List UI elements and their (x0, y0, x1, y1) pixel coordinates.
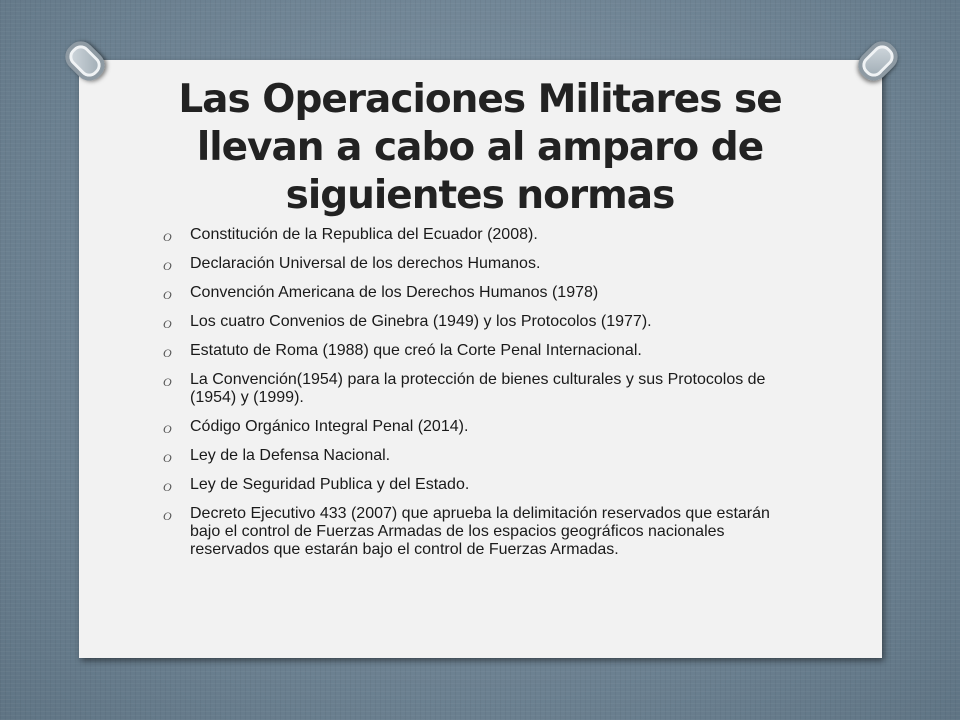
bullet-marker: O (163, 509, 172, 523)
bullet-text: Decreto Ejecutivo 433 (2007) que aprueba la delimitación reservados que estarán bajo el control de Fuerzas Armadas de los espacios geográficos nacionales reservados que estarán bajo el control de Fuerzas Armadas. (190, 505, 770, 558)
bullet-marker: O (163, 422, 172, 436)
title-line-3: siguientes normas (285, 173, 675, 218)
bullet-item-seguridad-publica (163, 476, 803, 494)
bullet-text: Ley de la Defensa Nacional. (190, 447, 391, 464)
bullet-marker: O (163, 259, 172, 273)
bullet-text: Código Orgánico Integral Penal (2014). (190, 418, 469, 435)
bullet-marker: O (163, 230, 172, 244)
bullet-item-decreto-433 (163, 505, 803, 559)
bullet-marker: O (163, 480, 172, 494)
bullet-item-constitucion (163, 226, 803, 244)
bullet-text: Convención Americana de los Derechos Humanos (1978) (190, 284, 599, 301)
bullet-marker: O (163, 317, 172, 331)
bullet-marker: O (163, 288, 172, 302)
bullet-marker: O (163, 346, 172, 360)
bullet-text: Ley de Seguridad Publica y del Estado. (190, 476, 470, 493)
bullet-item-ginebra (163, 313, 803, 331)
title-line-2: llevan a cabo al amparo de (196, 125, 764, 170)
bullet-item-convencion-americana (163, 284, 803, 302)
bullet-list (163, 226, 803, 570)
bullet-item-estatuto-roma (163, 342, 803, 360)
bullet-marker: O (163, 375, 172, 389)
bullet-item-codigo-penal (163, 418, 803, 436)
bullet-text: La Convención(1954) para la protección de bienes culturales y sus Protocolos de (1954) y (1999). (190, 371, 766, 406)
bullet-item-defensa-nacional (163, 447, 803, 465)
bullet-text: Declaración Universal de los derechos Humanos. (190, 255, 541, 272)
title-line-1: Las Operaciones Militares se (178, 77, 782, 122)
slide-title (110, 76, 850, 220)
bullet-item-declaracion (163, 255, 803, 273)
bullet-item-convencion-1954 (163, 371, 803, 407)
bullet-text: Estatuto de Roma (1988) que creó la Corte Penal Internacional. (190, 342, 642, 359)
bullet-text: Constitución de la Republica del Ecuador (2008). (190, 226, 538, 243)
bullet-marker: O (163, 451, 172, 465)
bullet-text: Los cuatro Convenios de Ginebra (1949) y los Protocolos (1977). (190, 313, 652, 330)
